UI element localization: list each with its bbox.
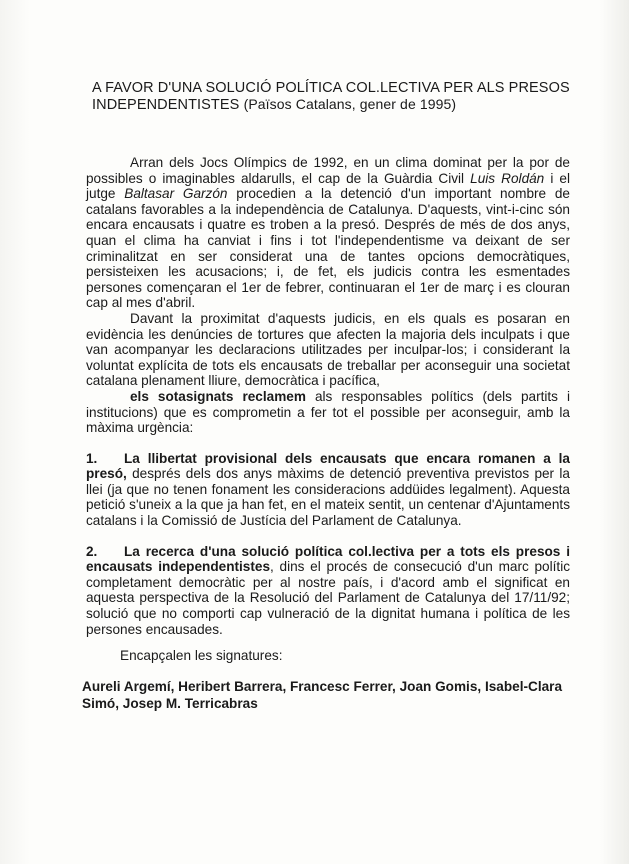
document-title [92,80,592,113]
item1-bold: La llibertat provisional dels encausats que encara romanen a la presó, [86,450,570,482]
p1-name-roldan: Luis Roldán [470,170,545,186]
signatures-heading: Encapçalen les signatures: [120,648,283,663]
item2-bold: La recerca d'una solució política col.lectiva per a tots els presos i encausats independentistes [86,543,570,575]
paragraph-2: Davant la proximitat d'aquests judicis, en els quals es posaran en evidència les denúncies de tortures que afecten la majoria dels inculpats i que van acompanyar les declaracions utilitzades per inculpar-los; i considerant la voluntat explícita de tots els encausats de treballar per aconseguir una societat catalana plenament lliure, democràtica i pacífica, [86,310,570,389]
item1-number: 1. [86,450,98,466]
demand-item-1 [86,451,570,529]
p1-name-garzon: Baltasar Garzón [124,186,228,202]
paragraph-3 [86,389,570,436]
p3-rest: als responsables polítics (dels partits i institucions) que es comprometin a fer tot el possible per aconseguir, amb la màxima urgència: [86,388,570,436]
title-subtitle: (Països Catalans, gener de 1995) [243,96,457,112]
title-text: A FAVOR D'UNA SOLUCIÓ POLÍTICA COL.LECTIVA PER ALS PRESOS INDEPENDENTISTES [92,80,570,113]
p1-text-e: procedien a la detenció d'un important nombre de catalans favorables a la independència de Catalunya. D'aquests, vint-i-cinc són encara encausats i quatre es troben a la presó. Després de més de dos anys, quan el clima ha canviat i fins i tot l'independentisme va deixant de ser criminalitzat en ser considerat una de tantes opcions democràtiques, persisteixen les acusacions; i, de fet, els judicis contra les esmentades persones començaran el 1er de febrer, continuaran el 1er de març i es clouran cap al mes d'abril. [86,186,570,311]
item2-rest: , dins el procés de consecució d'un marc polític completament democràtic per al nostre país, i d'acord amb el significat en aquesta perspectiva de la Resolució del Parlament de Catalunya del 17/11/92; solució que no comporti cap vulneració de la dignitat humana i política de les persones encausades. [86,559,571,637]
p3-bold: els sotasignats reclamem [130,388,306,404]
p1-text-a: Arran dels Jocs Olímpics de 1992, en un clima dominat per la por de possibles o imaginables aldarulls, el cap de la Guàrdia Civil [86,155,570,186]
demand-item-2 [86,544,570,638]
item2-number: 2. [86,543,98,559]
item1-rest: després dels dos anys màxims de detenció preventiva previstos per la llei (ja que no tenen fonament les consideracions addüides legalment). Aquesta petició s'uneix a la que ja han fet, en el mateix sentit, un centenar d'Ajuntaments catalans i la Comissió de Justícia del Parlament de Catalunya. [86,466,570,529]
document-body [86,155,570,637]
paragraph-1 [86,155,570,311]
signatures-names: Aureli Argemí, Heribert Barrera, Francesc Ferrer, Joan Gomis, Isabel-Clara Simó, Josep M. Terricabras [82,679,563,711]
p1-text-c: i el jutge [86,170,570,202]
